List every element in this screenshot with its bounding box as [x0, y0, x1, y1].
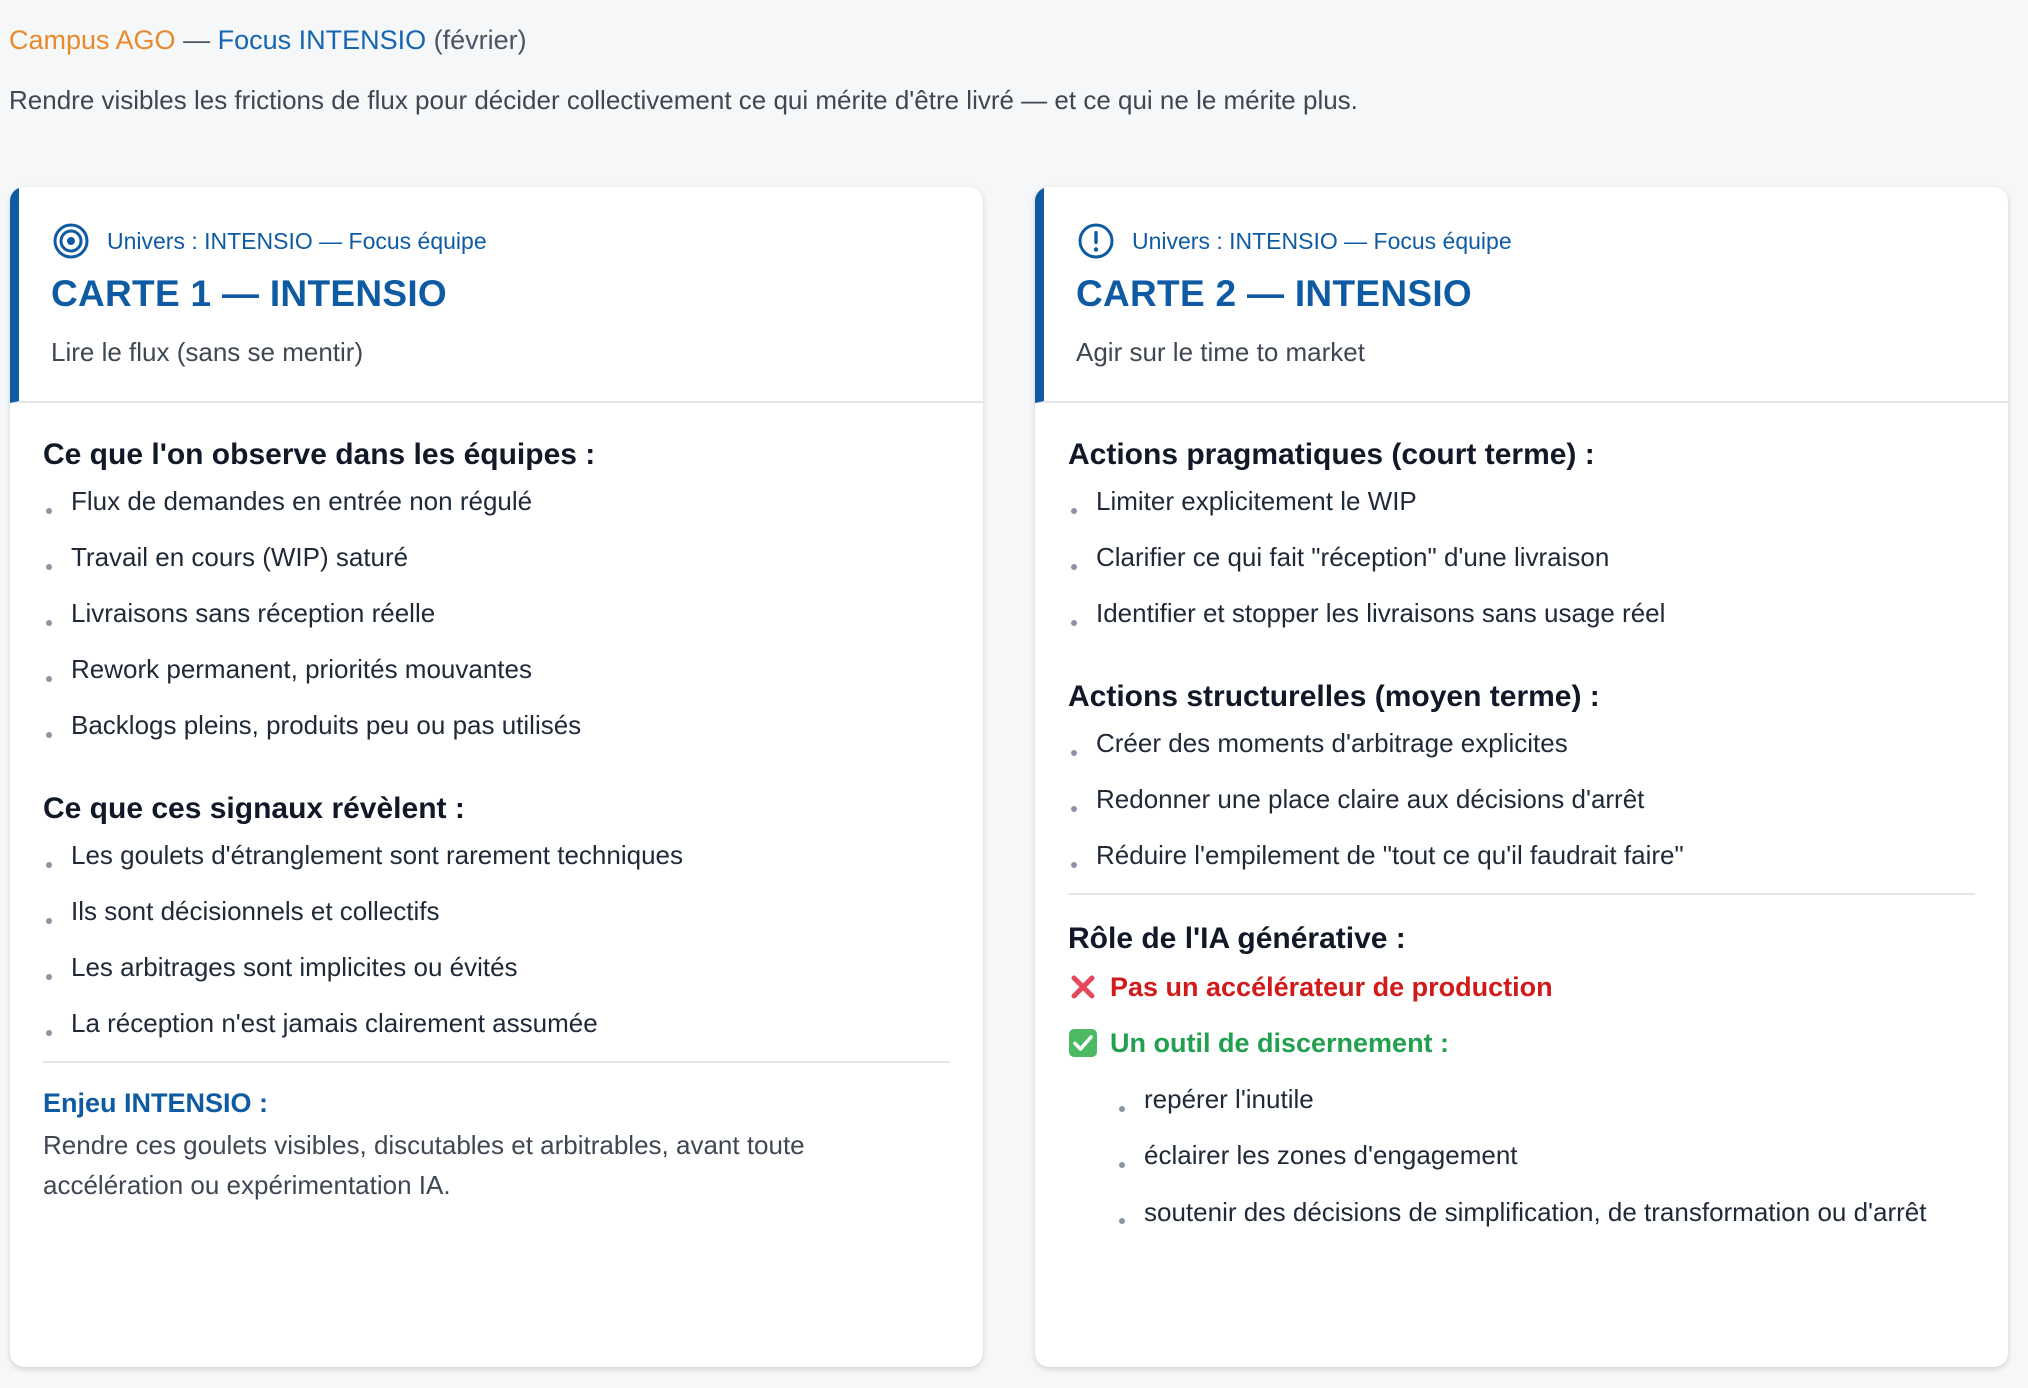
list-item [43, 651, 950, 687]
card-1-header [10, 187, 983, 403]
list-item [1068, 483, 1975, 519]
list-item [43, 949, 950, 985]
ia-discernment-text: Un outil de discernement : [1110, 1028, 1450, 1058]
list-item-text: Clarifier ce qui fait "réception" d'une livraison [1096, 542, 1610, 572]
list-item-text: Créer des moments d'arbitrage explicites [1096, 728, 1568, 758]
list-item [1068, 781, 1975, 817]
cross-mark-icon [1068, 972, 1098, 1002]
list-item-text: Livraisons sans réception réelle [71, 598, 436, 628]
signals-list [43, 837, 950, 1041]
bullet-icon [46, 676, 52, 682]
structural-actions-list [1068, 725, 1975, 873]
list-item [43, 1005, 950, 1041]
bullet-icon [1071, 564, 1077, 570]
list-item-text: Les goulets d'étranglement sont rarement techniques [71, 840, 684, 870]
alert-circle-icon [1076, 221, 1116, 261]
list-item [43, 707, 950, 743]
list-item [43, 539, 950, 575]
bullet-icon [1071, 508, 1077, 514]
card-2-subtitle: Agir sur le time to market [1076, 337, 1365, 367]
list-item-text: éclairer les zones d'engagement [1144, 1140, 1518, 1170]
enjeu-text-line: accélération ou expérimentation IA. [43, 1170, 451, 1200]
card-2-title: CARTE 2 — INTENSIO [1076, 273, 1472, 314]
bullet-icon [1071, 806, 1077, 812]
section-heading-observations: Ce que l'on observe dans les équipes : [43, 438, 596, 471]
ia-uses-list [1116, 1081, 1975, 1232]
bullet-icon [1071, 620, 1077, 626]
bullet-icon [1071, 750, 1077, 756]
card-1-univers-label: Univers : INTENSIO — Focus équipe [107, 227, 487, 254]
card-2-univers-label: Univers : INTENSIO — Focus équipe [1132, 227, 1512, 254]
list-item-text: Flux de demandes en entrée non régulé [71, 486, 533, 516]
brand-name: Campus AGO [9, 25, 176, 55]
card-2-body [1068, 433, 1975, 1252]
list-item-text: Backlogs pleins, produits peu ou pas utilisés [71, 710, 582, 740]
title-separator: — [175, 25, 218, 55]
bullet-icon [46, 974, 52, 980]
bullet-icon [1119, 1218, 1125, 1224]
list-item-text: soutenir des décisions de simplification, de transformation ou d'arrêt [1144, 1197, 1927, 1227]
list-item-text: Ils sont décisionnels et collectifs [71, 896, 440, 926]
list-item-text: Identifier et stopper les livraisons sans usage réel [1096, 598, 1666, 628]
enjeu-text-line: Rendre ces goulets visibles, discutables et arbitrables, avant toute [43, 1130, 805, 1160]
page-title [9, 22, 527, 58]
list-item-text: La réception n'est jamais clairement assumée [71, 1008, 598, 1038]
bullet-icon [1071, 862, 1077, 868]
list-item [43, 893, 950, 929]
list-item-text: Travail en cours (WIP) saturé [71, 542, 409, 572]
ia-not-accelerator-text: Pas un accélérateur de production [1110, 972, 1553, 1002]
divider [1068, 893, 1975, 895]
bullet-icon [46, 862, 52, 868]
list-item-text: Redonner une place claire aux décisions d'arrêt [1096, 784, 1645, 814]
pragmatic-actions-list [1068, 483, 1975, 631]
card-1 [10, 187, 983, 1367]
list-item [43, 483, 950, 519]
target-icon [51, 221, 91, 261]
section-heading-ia: Rôle de l'IA générative : [1068, 922, 1406, 955]
divider [43, 1061, 950, 1063]
list-item [43, 595, 950, 631]
bullet-icon [46, 918, 52, 924]
focus-name: Focus INTENSIO [217, 25, 427, 55]
list-item [1068, 595, 1975, 631]
list-item [1116, 1081, 1944, 1117]
list-item [1116, 1137, 1944, 1173]
check-mark-icon [1068, 1028, 1098, 1058]
bullet-icon [46, 620, 52, 626]
section-heading-signals: Ce que ces signaux révèlent : [43, 792, 465, 825]
list-item-text: Réduire l'empilement de "tout ce qu'il faudrait faire" [1096, 840, 1684, 870]
list-item [43, 837, 950, 873]
enjeu-heading: Enjeu INTENSIO : [43, 1088, 269, 1118]
list-item-text: Rework permanent, priorités mouvantes [71, 654, 532, 684]
card-1-univers [51, 221, 487, 261]
bullet-icon [46, 1030, 52, 1036]
bullet-icon [46, 732, 52, 738]
list-item-text: Les arbitrages sont implicites ou évités [71, 952, 518, 982]
card-1-body [43, 433, 950, 1205]
list-item [1116, 1193, 1944, 1232]
bullet-icon [1119, 1162, 1125, 1168]
list-item-text: repérer l'inutile [1144, 1084, 1314, 1114]
enjeu-text [43, 1125, 950, 1205]
card-1-subtitle: Lire le flux (sans se mentir) [51, 337, 364, 367]
bullet-icon [46, 508, 52, 514]
page-subtitle: Rendre visibles les frictions de flux pour décider collectivement ce qui mérite d'être livré — et ce qui ne le mérite plus. [9, 85, 1358, 115]
bullet-icon [1119, 1106, 1125, 1112]
list-item [1068, 539, 1975, 575]
section-heading-structural: Actions structurelles (moyen terme) : [1068, 680, 1600, 713]
card-2-univers [1076, 221, 1512, 261]
ia-not-accelerator [1068, 969, 1975, 1005]
observations-list [43, 483, 950, 743]
ia-discernment-tool [1068, 1025, 1975, 1061]
bullet-icon [46, 564, 52, 570]
list-item [1068, 837, 1975, 873]
card-2 [1035, 187, 2008, 1367]
card-1-title: CARTE 1 — INTENSIO [51, 273, 447, 314]
list-item [1068, 725, 1975, 761]
list-item-text: Limiter explicitement le WIP [1096, 486, 1417, 516]
month-label: (février) [426, 25, 527, 55]
card-2-header [1035, 187, 2008, 403]
section-heading-pragmatic: Actions pragmatiques (court terme) : [1068, 438, 1595, 471]
